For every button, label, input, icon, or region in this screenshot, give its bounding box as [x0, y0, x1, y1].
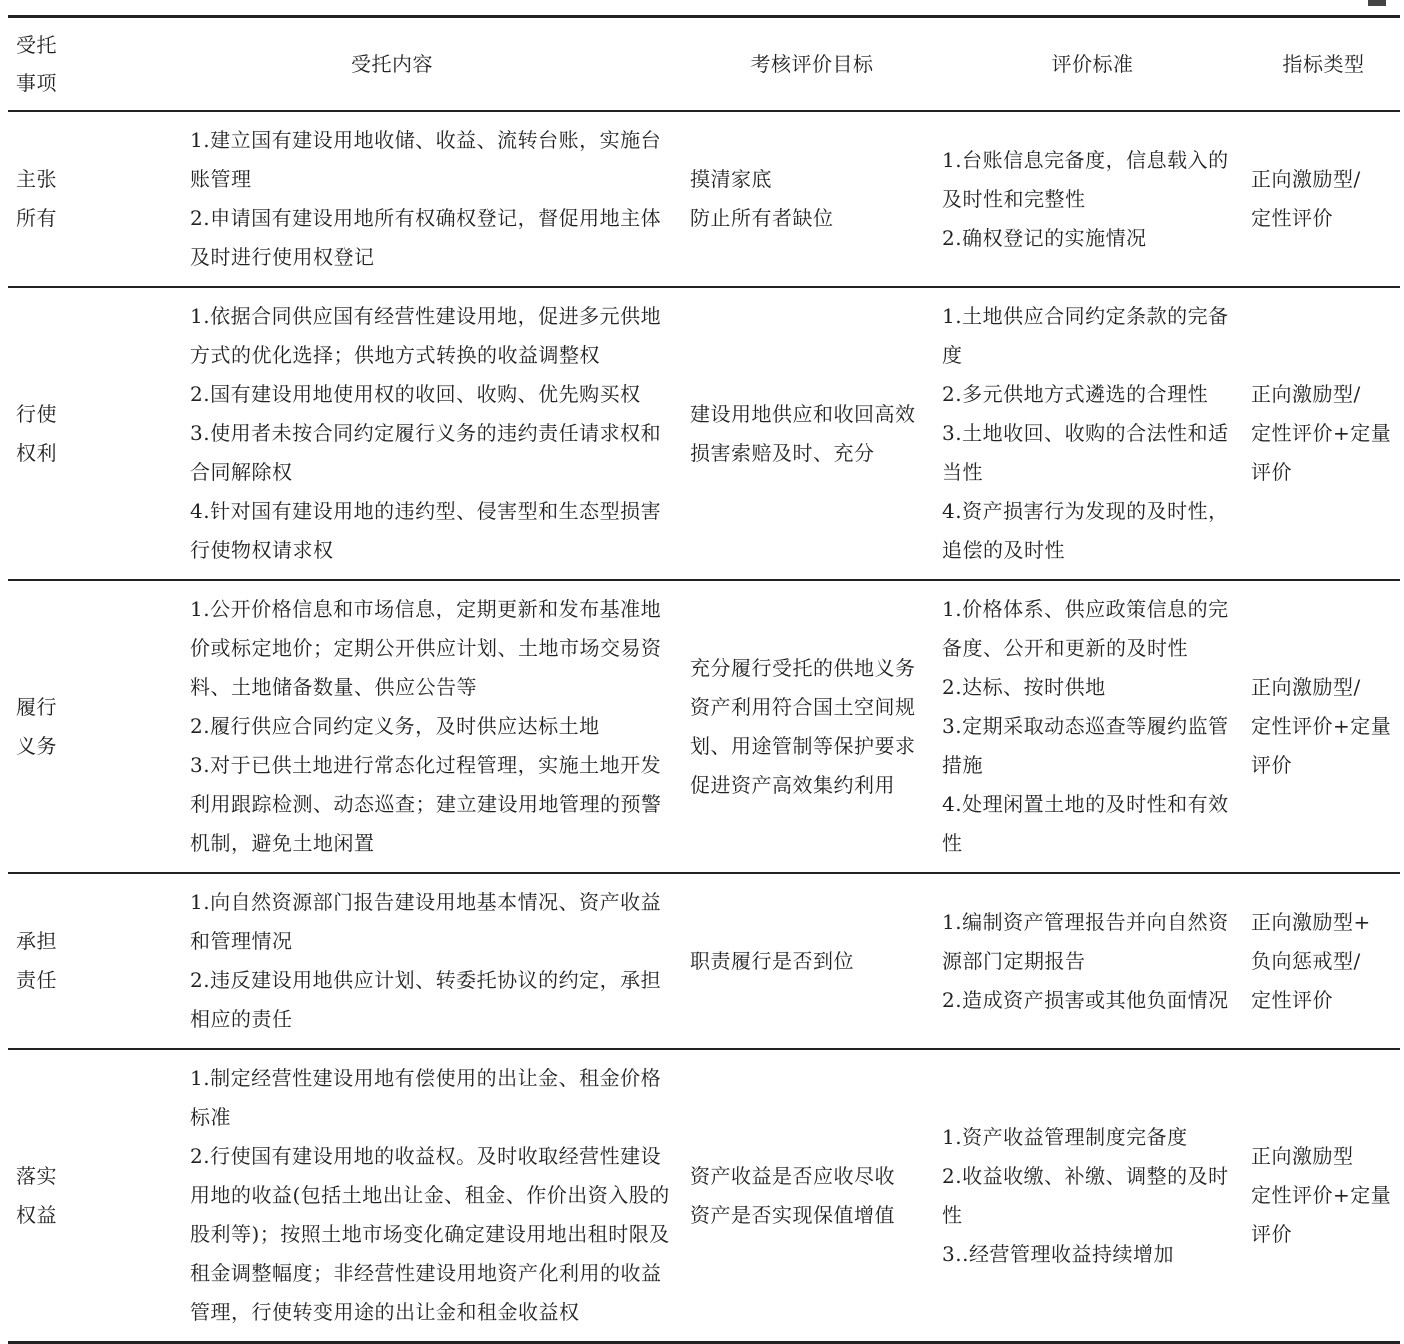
cell-line: 定性评价 — [1251, 206, 1333, 230]
row-standard-cell — [938, 111, 1247, 287]
cell-line: 2.造成资产损害或其他负面情况 — [942, 987, 1229, 1012]
row-content-cell — [98, 873, 686, 1049]
page-corner-mark — [1368, 0, 1386, 6]
row-type-cell — [1247, 580, 1400, 873]
cell-line: 正向激励型 — [1251, 1144, 1354, 1168]
row-item-cell — [8, 287, 98, 580]
cell-line: 1.依据合同供应国有经营性建设用地，促进多元供地方式的优化选择；供地方式转换的收益调整权 — [190, 304, 662, 367]
table-row — [8, 1049, 1400, 1343]
row-goal-cell — [686, 111, 938, 287]
cell-line: 行使 — [16, 401, 57, 426]
row-goal-cell — [686, 580, 938, 873]
cell-line: 2.达标、按时供地 — [942, 675, 1106, 699]
header-goal: 考核评价目标 — [750, 52, 874, 76]
cell-line: 2.申请国有建设用地所有权确权登记，督促用地主体及时进行使用权登记 — [190, 206, 662, 269]
row-standard-cell — [938, 873, 1247, 1049]
row-content-cell — [98, 1049, 686, 1343]
cell-line: 履行 — [16, 694, 57, 719]
cell-line: 3.土地收回、收购的合法性和适当性 — [942, 421, 1229, 484]
table-body — [8, 111, 1400, 1343]
table-row — [8, 580, 1400, 873]
row-item-cell — [8, 1049, 98, 1343]
entrustment-evaluation-table — [8, 15, 1400, 1344]
cell-line: 正向激励型+ — [1251, 909, 1371, 934]
cell-line: 资产收益是否应收尽收 — [690, 1163, 895, 1188]
cell-line: 1.资产收益管理制度完备度 — [942, 1124, 1188, 1149]
cell-line: 资产利用符合国土空间规划、用途管制等保护要求 — [690, 694, 916, 758]
cell-line: 职责履行是否到位 — [690, 948, 854, 973]
row-goal-cell — [686, 287, 938, 580]
row-type-cell — [1247, 873, 1400, 1049]
cell-line: 正向激励型/ — [1251, 382, 1361, 406]
cell-line: 防止所有者缺位 — [690, 206, 834, 230]
cell-line: 1.土地供应合同约定条款的完备度 — [942, 304, 1229, 367]
cell-line: 1.制定经营性建设用地有偿使用的出让金、租金价格标准 — [190, 1066, 662, 1129]
cell-line: 1.向自然资源部门报告建设用地基本情况、资产收益和管理情况 — [190, 890, 662, 953]
cell-line: 1.公开价格信息和市场信息，定期更新和发布基准地价或标定地价；定期公开供应计划、土地市场交易资料、土地储备数量、供应公告等 — [190, 597, 662, 699]
row-standard-cell — [938, 1049, 1247, 1343]
cell-line: 4.处理闲置土地的及时性和有效性 — [942, 792, 1229, 855]
table-header-row — [8, 17, 1400, 112]
cell-line: 2.履行供应合同约定义务，及时供应达标土地 — [190, 714, 600, 738]
cell-line: 定性评价+定量评价 — [1251, 421, 1392, 484]
cell-line: 1.建立国有建设用地收储、收益、流转台账，实施台账管理 — [190, 128, 662, 191]
cell-line: 责任 — [16, 968, 57, 992]
cell-line: 3.对于已供土地进行常态化过程管理，实施土地开发利用跟踪检测、动态巡查；建立建设用地管理的预警机制，避免土地闲置 — [190, 753, 662, 855]
row-standard-cell — [938, 580, 1247, 873]
header-content: 受托内容 — [351, 52, 433, 76]
cell-line: 4.资产损害行为发现的及时性，追偿的及时性 — [942, 499, 1229, 562]
header-item: 受托 事项 — [16, 33, 57, 95]
cell-line: 正向激励型/ — [1251, 167, 1361, 191]
cell-line: 摸清家底 — [690, 167, 772, 191]
cell-line: 落实 — [16, 1163, 57, 1188]
cell-line: 2.违反建设用地供应计划、转委托协议的约定，承担相应的责任 — [190, 968, 662, 1031]
cell-line: 4.针对国有建设用地的违约型、侵害型和生态型损害行使物权请求权 — [190, 499, 662, 562]
row-item-cell — [8, 580, 98, 873]
row-type-cell — [1247, 1049, 1400, 1343]
cell-line: 定性评价 — [1251, 987, 1333, 1012]
row-item-cell — [8, 111, 98, 287]
table-row — [8, 287, 1400, 580]
row-goal-cell — [686, 1049, 938, 1343]
cell-line: 3.定期采取动态巡查等履约监管措施 — [942, 714, 1229, 777]
cell-line: 承担 — [16, 929, 57, 953]
header-type: 指标类型 — [1282, 52, 1365, 76]
cell-line: 2.行使国有建设用地的收益权。及时收取经营性建设用地的收益(包括土地出让金、租金、作价出资入股的股利等)；按照土地市场变化确定建设用地出租时限及租金调整幅度；非经营性建设用地资产化利用的收益管理，行使转变用途的出让金和租金收益权 — [190, 1144, 670, 1324]
cell-line: 主张 — [16, 167, 57, 191]
row-item-cell — [8, 873, 98, 1049]
cell-line: 资产是否实现保值增值 — [690, 1202, 895, 1227]
row-content-cell — [98, 580, 686, 873]
cell-line: 定性评价+定量评价 — [1251, 714, 1392, 777]
cell-line: 2.收益收缴、补缴、调整的及时性 — [942, 1163, 1229, 1227]
cell-line: 建设用地供应和收回高效 — [690, 401, 916, 426]
cell-line: 3..经营管理收益持续增加 — [942, 1241, 1174, 1266]
cell-line: 1.编制资产管理报告并向自然资源部门定期报告 — [942, 909, 1229, 973]
cell-line: 义务 — [16, 733, 57, 758]
cell-line: 充分履行受托的供地义务 — [690, 655, 916, 680]
cell-line: 正向激励型/ — [1251, 675, 1361, 699]
table-row — [8, 111, 1400, 287]
cell-line: 定性评价+定量评价 — [1251, 1183, 1392, 1246]
row-standard-cell — [938, 287, 1247, 580]
cell-line: 2.国有建设用地使用权的收回、收购、优先购买权 — [190, 382, 641, 406]
header-standard: 评价标准 — [1051, 52, 1134, 76]
cell-line: 1.台账信息完备度，信息载入的及时性和完整性 — [942, 147, 1229, 211]
cell-line: 所有 — [16, 206, 57, 230]
cell-line: 促进资产高效集约利用 — [690, 772, 895, 797]
row-content-cell — [98, 111, 686, 287]
cell-line: 2.确权登记的实施情况 — [942, 225, 1147, 250]
row-goal-cell — [686, 873, 938, 1049]
cell-line: 权利 — [16, 440, 57, 465]
cell-line: 损害索赔及时、充分 — [690, 440, 875, 465]
table-row — [8, 873, 1400, 1049]
cell-line: 1.价格体系、供应政策信息的完备度、公开和更新的及时性 — [942, 597, 1229, 660]
cell-line: 2.多元供地方式遴选的合理性 — [942, 382, 1209, 406]
cell-line: 3.使用者未按合同约定履行义务的违约责任请求权和合同解除权 — [190, 421, 662, 484]
row-content-cell — [98, 287, 686, 580]
row-type-cell — [1247, 287, 1400, 580]
cell-line: 权益 — [16, 1202, 57, 1227]
row-type-cell — [1247, 111, 1400, 287]
cell-line: 负向惩戒型/ — [1251, 948, 1361, 973]
